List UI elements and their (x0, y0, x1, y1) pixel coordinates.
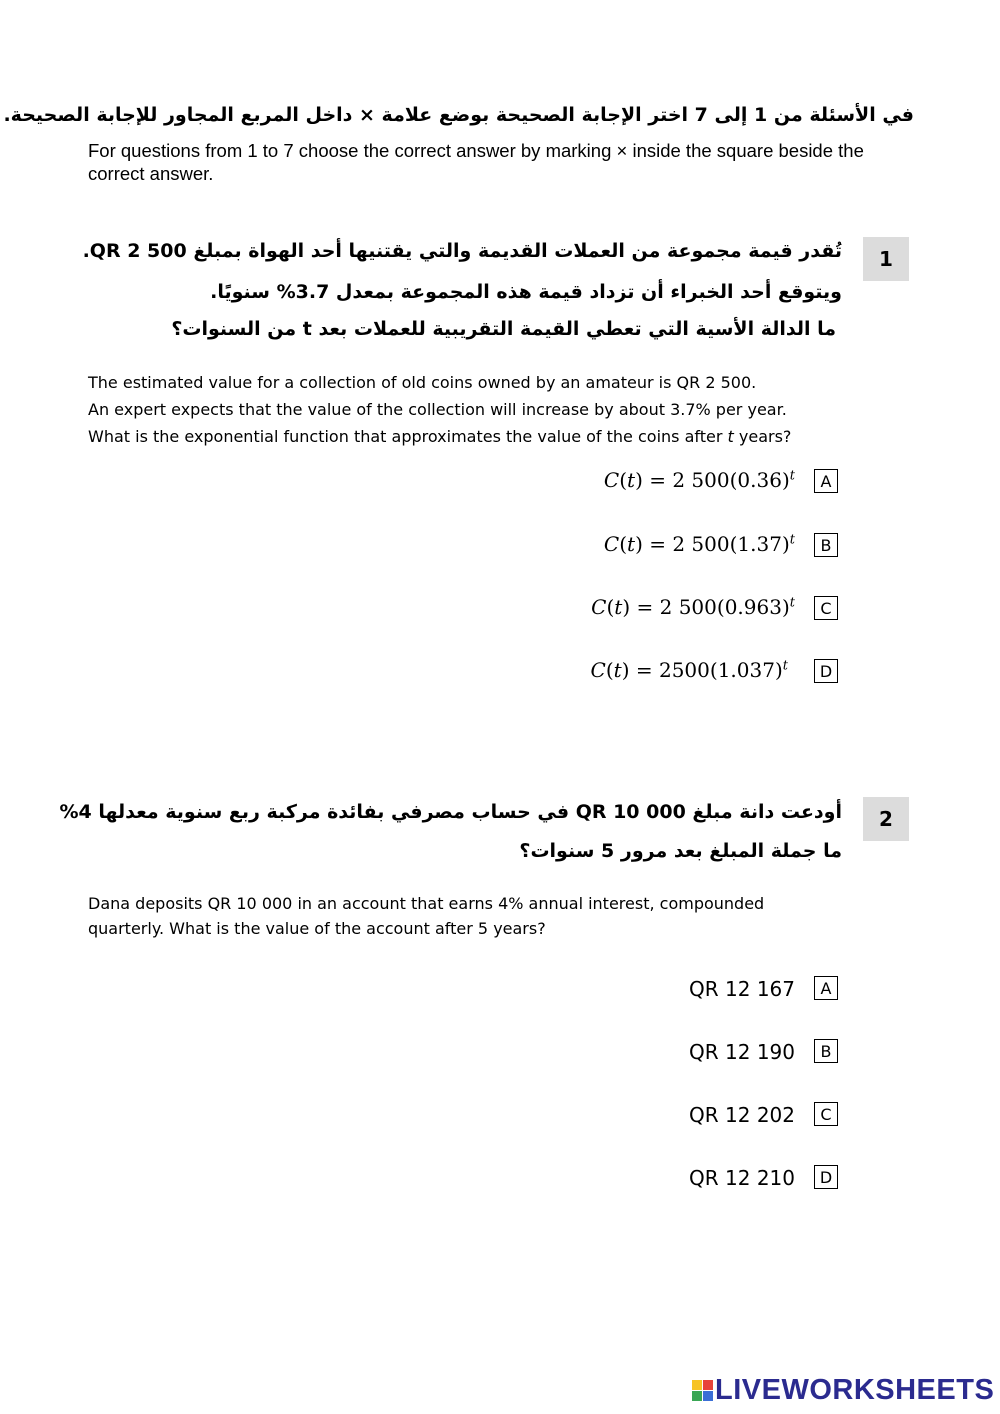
question-number: 2 (863, 797, 909, 841)
question-2-arabic-line-2: ما جملة المبلغ بعد مرور 5 سنوات؟ (519, 840, 842, 862)
intro-english: For questions from 1 to 7 choose the correct answer by marking × inside the square beside the correct answer. (88, 140, 864, 184)
question-1-english-line-1: The estimated value for a collection of old coins owned by an amateur is QR 2 500. (88, 373, 757, 392)
question-1-arabic-line-3: ما الدالة الأسية التي تعطي القيمة التقريبية للعملات بعد t من السنوات؟ (171, 318, 836, 340)
option-amount: QR 12 202 (689, 1103, 795, 1127)
answer-checkbox[interactable]: D (814, 1165, 838, 1189)
option-amount: QR 12 190 (689, 1040, 795, 1064)
question-1-english-line-3: What is the exponential function that approximates the value of the coins after t years? (88, 427, 792, 446)
answer-checkbox[interactable]: A (814, 469, 838, 493)
logo-text: LIVEWORKSHEETS (715, 1374, 995, 1406)
option-amount: QR 12 210 (689, 1166, 795, 1190)
answer-checkbox[interactable]: A (814, 976, 838, 1000)
question-1-english-line-2: An expert expects that the value of the collection will increase by about 3.7% per year. (88, 400, 787, 419)
option-formula: $C(t) = 2500(1.037)^t$ (590, 658, 788, 682)
question-1-arabic-line-1: تُقدر قيمة مجموعة من العملات القديمة والتي يقتنيها أحد الهواة بمبلغ QR 2 500. (82, 240, 842, 262)
question-2-english-line-1: Dana deposits QR 10 000 in an account that earns 4% annual interest, compounded (88, 894, 765, 913)
option-amount: QR 12 167 (689, 977, 795, 1001)
logo-square (692, 1380, 702, 1390)
answer-checkbox[interactable]: B (814, 533, 838, 557)
option-formula: C(t) = 2 $500(0.36)^t$ (603, 468, 795, 492)
option-formula: C(t) = 2 $500(1.37)^t$ (603, 532, 795, 556)
question-2-english-line-2: quarterly. What is the value of the account after 5 years? (88, 919, 546, 938)
liveworksheets-logo[interactable] (692, 1374, 994, 1407)
question-2-arabic-line-1: أودعت دانة مبلغ QR 10 000 في حساب مصرفي بفائدة مركبة ربع سنوية معدلها 4% (59, 801, 842, 823)
answer-checkbox[interactable]: B (814, 1039, 838, 1063)
question-number: 1 (863, 237, 909, 281)
answer-checkbox[interactable]: C (814, 1102, 838, 1126)
answer-checkbox[interactable]: C (814, 596, 838, 620)
answer-checkbox[interactable]: D (814, 659, 838, 683)
question-2-english (88, 891, 888, 941)
option-formula: C(t) = 2 $500(0.963)^t$ (591, 595, 795, 619)
logo-square (692, 1391, 702, 1401)
logo-square (703, 1380, 713, 1390)
intro-arabic: في الأسئلة من 1 إلى 7 اختر الإجابة الصحيحة بوضع علامة × داخل المربع المجاور للإجابة الصحيحة. (3, 104, 914, 126)
logo-square (703, 1391, 713, 1401)
question-1-arabic-line-2: ويتوقع أحد الخبراء أن تزداد قيمة هذه المجموعة بمعدل 3.7% سنويًا. (210, 281, 842, 303)
logo-mark-icon (692, 1380, 713, 1401)
question-1-english (88, 369, 888, 450)
